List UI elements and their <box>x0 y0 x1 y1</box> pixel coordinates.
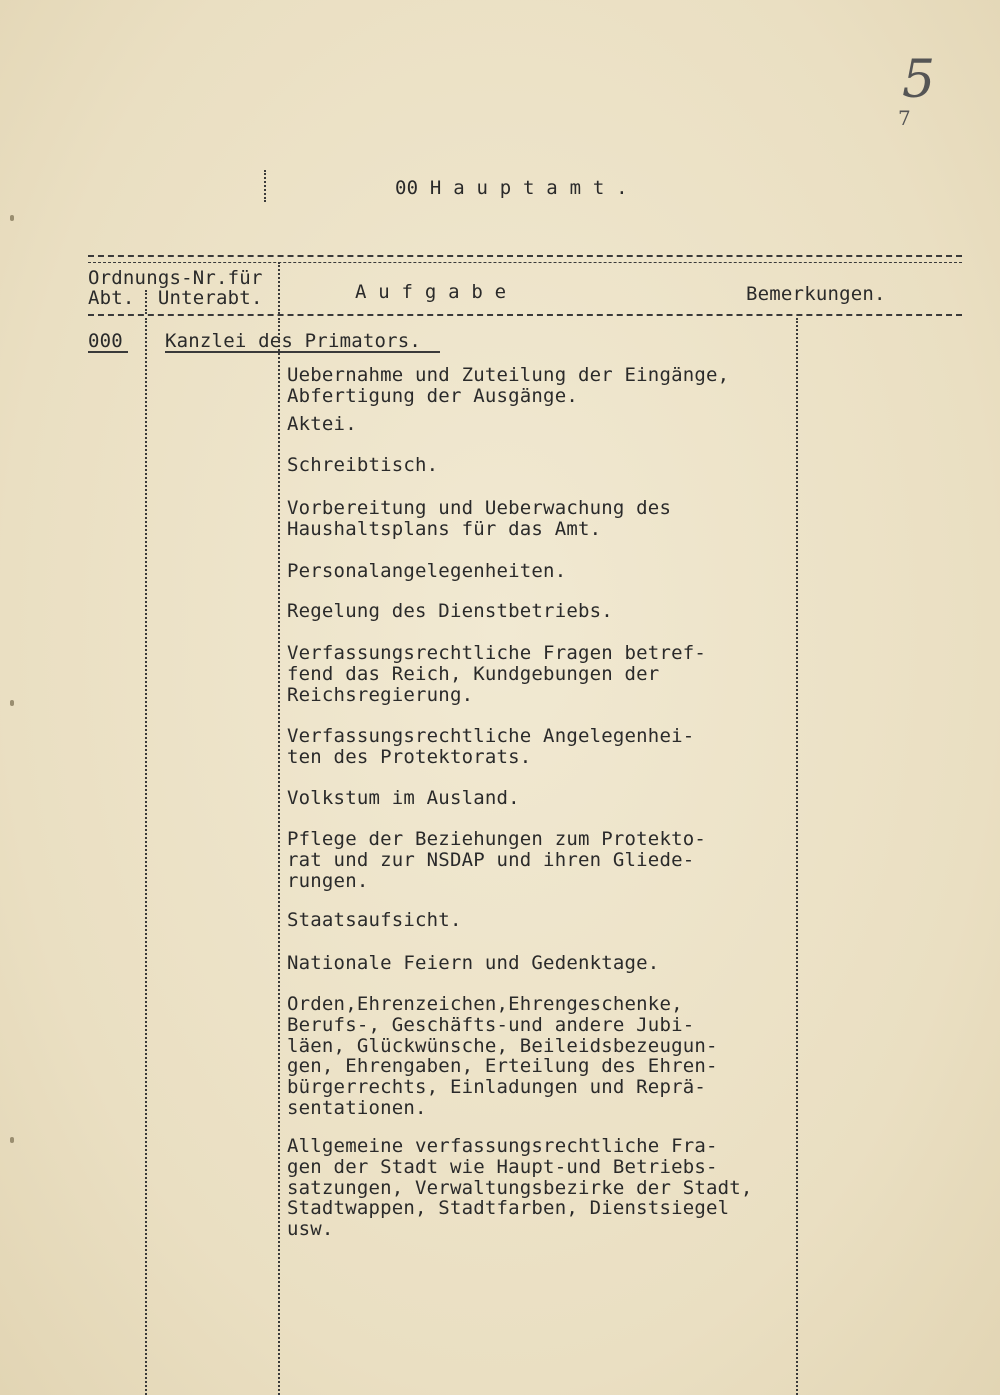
title-divider <box>264 170 266 202</box>
task-line: Personalangelegenheiten. <box>287 560 567 582</box>
task-line: Orden,Ehrenzeichen,Ehrengeschenke, <box>287 993 683 1015</box>
task-line: sentationen. <box>287 1097 427 1119</box>
header-ordnungs-nr: Ordnungs-Nr.für <box>88 267 263 289</box>
header-divider-unterabt <box>278 262 280 314</box>
task-line: satzungen, Verwaltungsbezirke der Stadt, <box>287 1176 753 1199</box>
section-number: 000 <box>88 330 123 352</box>
task-line: Nationale Feiern und Gedenktage. <box>287 952 660 974</box>
task-line: Abfertigung der Ausgänge. <box>287 384 578 407</box>
task-line: rat und zur NSDAP und ihren Gliede- <box>287 848 695 871</box>
column-divider-bemerkungen <box>796 318 798 1395</box>
task-line: gen der Stadt wie Haupt-und Betriebs- <box>287 1155 718 1178</box>
task-line: Stadtwappen, Stadtfarben, Dienstsiegel <box>287 1197 730 1220</box>
task-line: fend das Reich, Kundgebungen der <box>287 662 660 685</box>
task-line: Verfassungsrechtliche Angelegenhei- <box>287 725 695 747</box>
task-line: Uebernahme und Zuteilung der Eingänge, <box>287 364 730 386</box>
handwritten-page-mark: 5 <box>902 50 936 110</box>
header-aufgabe: A u f g a b e <box>355 281 507 303</box>
header-top-rule-second <box>88 262 962 263</box>
header-top-rule <box>88 255 962 257</box>
page-title: 00 H a u p t a m t . <box>395 177 628 199</box>
task-line: Regelung des Dienstbetriebs. <box>287 600 613 622</box>
task-line: Allgemeine verfassungsrechtliche Fra- <box>287 1135 718 1157</box>
task-line: usw. <box>287 1218 334 1241</box>
task-line: läen, Glückwünsche, Beileidsbezeugun- <box>287 1034 718 1057</box>
page-number: 7 <box>898 106 911 130</box>
task-line: Aktei. <box>287 413 357 435</box>
header-divider-abt <box>145 290 147 314</box>
task-line: gen, Ehrengaben, Erteilung des Ehren- <box>287 1055 718 1078</box>
column-divider-abt <box>145 318 147 1395</box>
task-line: Vorbereitung und Ueberwachung des <box>287 497 672 519</box>
task-line: Reichsregierung. <box>287 683 474 706</box>
punch-hole <box>10 700 14 706</box>
task-line: Verfassungsrechtliche Fragen betref- <box>287 642 707 664</box>
task-line: rungen. <box>287 869 369 892</box>
header-abt-unterabt: Abt. Unterabt. <box>88 287 263 309</box>
header-bemerkungen: Bemerkungen. <box>746 283 886 305</box>
task-line: Schreibtisch. <box>287 454 439 476</box>
header-bottom-rule <box>88 314 962 316</box>
task-line: Pflege der Beziehungen zum Protekto- <box>287 828 707 850</box>
section-number-underline <box>88 351 128 353</box>
section-name-underline <box>165 351 440 353</box>
task-line: Haushaltsplans für das Amt. <box>287 517 602 540</box>
task-line: Staatsaufsicht. <box>287 909 462 931</box>
task-line: Volkstum im Ausland. <box>287 787 520 809</box>
section-name: Kanzlei des Primators. <box>165 330 422 352</box>
task-line: bürgerrechts, Einladungen und Reprä- <box>287 1076 707 1099</box>
punch-hole <box>10 1137 14 1143</box>
column-divider-aufgabe <box>278 318 280 1395</box>
task-line: ten des Protektorats. <box>287 745 532 768</box>
punch-hole <box>10 215 14 221</box>
task-line: Berufs-, Geschäfts-und andere Jubi- <box>287 1013 695 1036</box>
